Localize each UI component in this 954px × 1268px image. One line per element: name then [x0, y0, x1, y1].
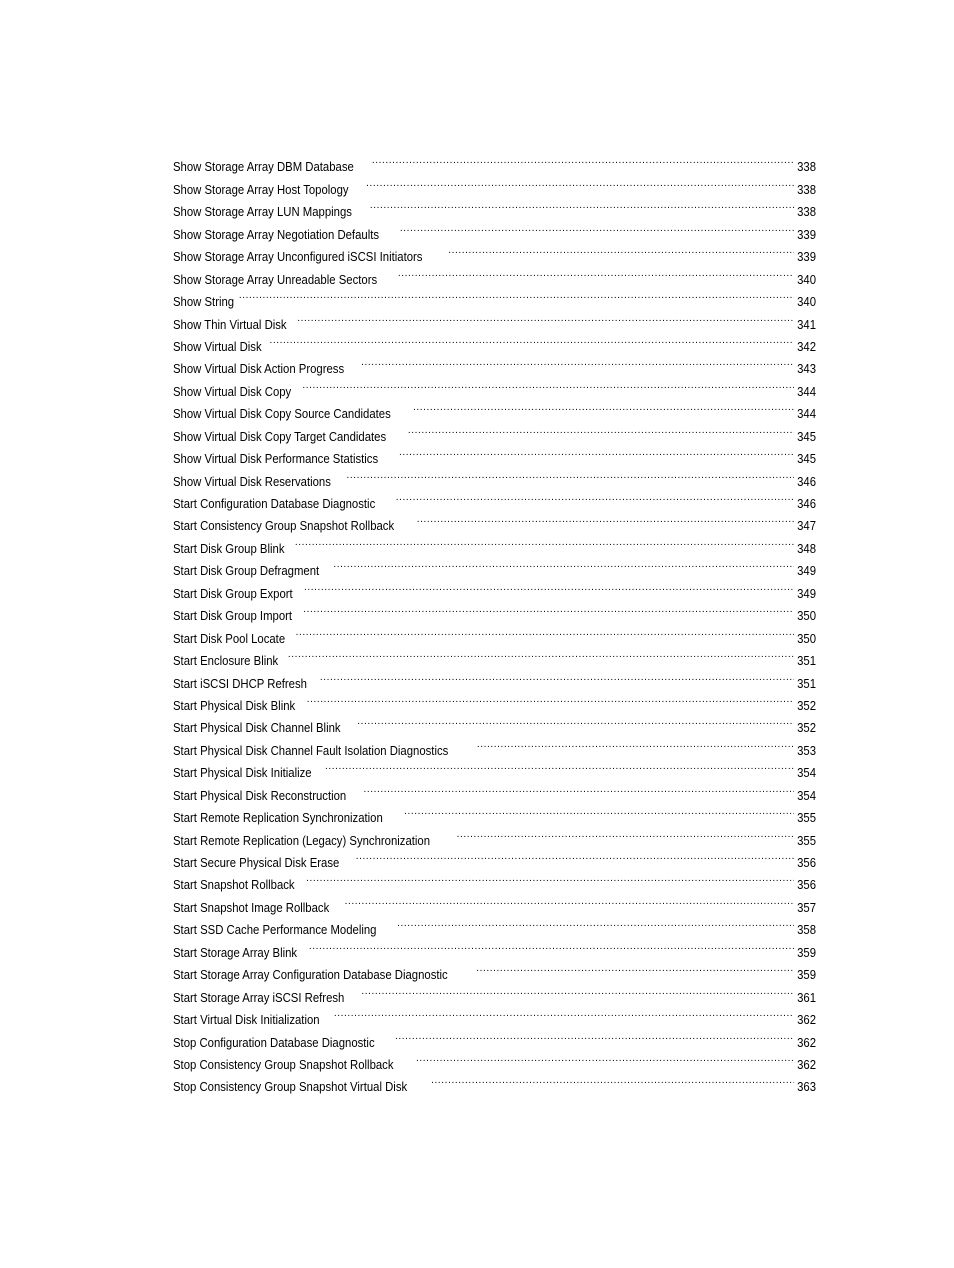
toc-entry-page-number[interactable]: 358	[797, 923, 816, 938]
toc-entry-page-number[interactable]: 342	[797, 339, 816, 354]
toc-entry[interactable]	[173, 329, 816, 354]
toc-entry-title[interactable]: Stop Configuration Database Diagnostic	[173, 1035, 375, 1050]
toc-entry-page-number[interactable]: 339	[797, 227, 816, 242]
toc-entry-page-number[interactable]: 351	[797, 654, 816, 669]
toc-dot-leader	[363, 777, 794, 799]
toc-entry-title[interactable]: Start Storage Array Configuration Database Diagnostic	[173, 968, 448, 983]
table-of-contents	[173, 149, 816, 1095]
toc-entry-page-number[interactable]: 356	[797, 856, 816, 870]
toc-entry-title[interactable]: Start Physical Disk Blink	[173, 698, 296, 713]
toc-dot-leader	[396, 486, 794, 508]
toc-entry-title[interactable]: Show Storage Array Unconfigured iSCSI Initiators	[173, 250, 423, 265]
toc-entry-title[interactable]: Show String	[173, 295, 235, 310]
toc-dot-leader	[296, 620, 794, 642]
toc-entry-page-number[interactable]: 352	[797, 721, 816, 736]
toc-dot-leader	[457, 822, 794, 844]
toc-dot-leader	[356, 845, 794, 867]
toc-entry-title[interactable]: Start Enclosure Blink	[173, 654, 279, 669]
toc-entry-title[interactable]: Start Remote Replication Synchronization	[173, 811, 383, 826]
toc-entry-page-number[interactable]: 344	[797, 384, 816, 399]
toc-entry-page-number[interactable]: 346	[797, 474, 816, 489]
toc-entry-title[interactable]: Stop Consistency Group Snapshot Virtual Disk	[173, 1080, 408, 1095]
toc-dot-leader	[372, 149, 794, 171]
toc-entry-page-number[interactable]: 362	[797, 1013, 816, 1028]
toc-entry-page-number[interactable]: 354	[797, 788, 816, 803]
toc-entry-title[interactable]: Start SSD Cache Performance Modeling	[173, 923, 377, 938]
toc-entry-title[interactable]: Start Physical Disk Initialize	[173, 766, 312, 781]
toc-entry[interactable]	[173, 351, 816, 377]
toc-dot-leader	[366, 171, 794, 193]
toc-entry-title[interactable]: Show Storage Array LUN Mappings	[173, 205, 352, 220]
toc-dot-leader	[404, 800, 794, 822]
toc-entry-title[interactable]: Start Storage Array Blink	[173, 945, 298, 960]
toc-entry-title[interactable]: Show Virtual Disk Reservations	[173, 474, 331, 489]
toc-entry-page-number[interactable]: 357	[797, 900, 816, 915]
toc-dot-leader	[408, 418, 794, 440]
toc-entry-title[interactable]: Start Disk Group Import	[173, 609, 293, 624]
toc-entry-page-number[interactable]: 355	[797, 833, 816, 848]
toc-entry-page-number[interactable]: 345	[797, 452, 816, 467]
toc-entry-title[interactable]: Start Virtual Disk Initialization	[173, 1013, 320, 1028]
toc-entry-page-number[interactable]: 362	[797, 1057, 816, 1072]
toc-entry-title[interactable]: Show Storage Array Negotiation Defaults	[173, 227, 380, 242]
toc-entry-page-number[interactable]: 340	[797, 295, 816, 310]
toc-dot-leader	[295, 530, 794, 552]
toc-entry-page-number[interactable]: 351	[797, 676, 816, 691]
toc-entry-page-number[interactable]: 348	[797, 541, 816, 556]
toc-dot-leader	[345, 889, 794, 911]
toc-dot-leader	[400, 216, 794, 238]
toc-dot-leader	[417, 508, 794, 530]
toc-dot-leader	[304, 575, 794, 597]
toc-dot-leader	[431, 1069, 794, 1091]
toc-dot-leader	[357, 710, 794, 732]
toc-entry-page-number[interactable]: 362	[797, 1035, 816, 1050]
toc-dot-leader	[269, 329, 794, 351]
toc-dot-leader	[361, 351, 794, 373]
toc-entry-page-number[interactable]: 361	[797, 990, 816, 1005]
toc-dot-leader	[303, 598, 794, 620]
toc-entry-page-number[interactable]: 338	[797, 205, 816, 220]
toc-entry-title[interactable]: Start iSCSI DHCP Refresh	[173, 676, 307, 691]
toc-dot-leader	[416, 1047, 794, 1069]
toc-dot-leader	[307, 688, 794, 710]
toc-entry-title[interactable]: Stop Consistency Group Snapshot Rollback	[173, 1057, 394, 1072]
toc-dot-leader	[413, 396, 794, 418]
toc-dot-leader	[397, 912, 794, 934]
toc-entry-page-number[interactable]: 340	[797, 272, 816, 287]
toc-dot-leader	[334, 1002, 794, 1024]
toc-dot-leader	[398, 261, 794, 283]
toc-dot-leader	[448, 239, 794, 261]
toc-dot-leader	[309, 934, 794, 956]
toc-entry-page-number[interactable]: 353	[797, 743, 816, 758]
toc-dot-leader	[320, 665, 794, 687]
toc-entry-title[interactable]: Start Disk Pool Locate	[173, 631, 286, 646]
toc-entry-title[interactable]: Start Disk Group Export	[173, 586, 293, 601]
toc-entry[interactable]	[173, 306, 816, 332]
toc-entry-page-number[interactable]: 352	[797, 698, 816, 713]
toc-entry-title[interactable]: Start Configuration Database Diagnostic	[173, 497, 376, 511]
toc-dot-leader	[297, 306, 794, 328]
toc-dot-leader	[477, 732, 794, 754]
toc-entry-page-number[interactable]: 354	[797, 766, 816, 781]
toc-entry-title[interactable]: Show Storage Array Host Topology	[173, 182, 349, 197]
toc-entry-page-number[interactable]: 339	[797, 250, 816, 265]
toc-entry-page-number[interactable]: 338	[797, 182, 816, 197]
toc-entry-title[interactable]: Start Snapshot Rollback	[173, 878, 295, 893]
toc-entry-page-number[interactable]: 343	[797, 362, 816, 377]
toc-entry-title[interactable]: Show Thin Virtual Disk	[173, 317, 287, 332]
toc-dot-leader	[399, 441, 794, 463]
toc-dot-leader	[346, 463, 794, 485]
toc-entry-page-number[interactable]: 350	[797, 609, 816, 624]
toc-entry-title[interactable]: Show Virtual Disk Copy Source Candidates	[173, 407, 391, 422]
toc-entry-title[interactable]: Start Secure Physical Disk Erase	[173, 856, 340, 870]
toc-entry-page-number[interactable]: 349	[797, 586, 816, 601]
toc-entry-page-number[interactable]: 341	[797, 317, 816, 332]
toc-dot-leader	[395, 1024, 794, 1046]
toc-entry-title[interactable]: Show Virtual Disk	[173, 339, 262, 354]
toc-entry-title[interactable]: Start Storage Array iSCSI Refresh	[173, 990, 345, 1005]
toc-dot-leader	[239, 284, 794, 306]
toc-entry-page-number[interactable]: 359	[797, 945, 816, 960]
toc-entry-page-number[interactable]: 356	[797, 878, 816, 893]
toc-dot-leader	[370, 194, 794, 216]
toc-entry-title[interactable]: Show Virtual Disk Action Progress	[173, 362, 345, 377]
toc-entry-page-number[interactable]: 338	[797, 160, 816, 175]
toc-entry-title[interactable]: Show Virtual Disk Copy Target Candidates	[173, 429, 387, 444]
toc-entry-title[interactable]: Show Storage Array Unreadable Sectors	[173, 272, 378, 287]
toc-entry-page-number[interactable]: 355	[797, 811, 816, 826]
toc-entry-title[interactable]: Show Virtual Disk Copy	[173, 384, 292, 399]
toc-dot-leader	[288, 643, 794, 665]
toc-entry[interactable]	[173, 284, 816, 310]
toc-entry-page-number[interactable]: 345	[797, 429, 816, 444]
toc-dot-leader	[325, 755, 794, 777]
toc-entry-title[interactable]: Show Storage Array DBM Database	[173, 160, 354, 175]
toc-dot-leader	[302, 373, 794, 395]
toc-dot-leader	[361, 979, 794, 1001]
toc-dot-leader	[333, 553, 794, 575]
toc-entry-title[interactable]: Start Disk Group Defragment	[173, 564, 320, 579]
toc-dot-leader	[476, 957, 794, 979]
toc-entry-title[interactable]: Start Snapshot Image Rollback	[173, 900, 330, 915]
toc-entry-page-number[interactable]: 363	[797, 1080, 816, 1095]
toc-entry-page-number[interactable]: 344	[797, 407, 816, 422]
toc-entry-page-number[interactable]: 350	[797, 631, 816, 646]
toc-entry-title[interactable]: Start Physical Disk Reconstruction	[173, 788, 347, 803]
toc-entry-title[interactable]: Start Consistency Group Snapshot Rollback	[173, 519, 395, 534]
toc-entry-page-number[interactable]: 349	[797, 564, 816, 579]
toc-dot-leader	[306, 867, 794, 889]
toc-entry-title[interactable]: Start Disk Group Blink	[173, 541, 285, 556]
toc-entry[interactable]	[173, 149, 816, 175]
toc-entry-page-number[interactable]: 347	[797, 519, 816, 534]
toc-entry-page-number[interactable]: 346	[797, 497, 816, 511]
toc-entry-title[interactable]: Start Remote Replication (Legacy) Synchronization	[173, 833, 431, 848]
toc-entry-title[interactable]: Start Physical Disk Channel Fault Isolation Diagnostics	[173, 743, 449, 758]
toc-entry-page-number[interactable]: 359	[797, 968, 816, 983]
toc-entry-title[interactable]: Start Physical Disk Channel Blink	[173, 721, 341, 736]
toc-entry-title[interactable]: Show Virtual Disk Performance Statistics	[173, 452, 379, 467]
